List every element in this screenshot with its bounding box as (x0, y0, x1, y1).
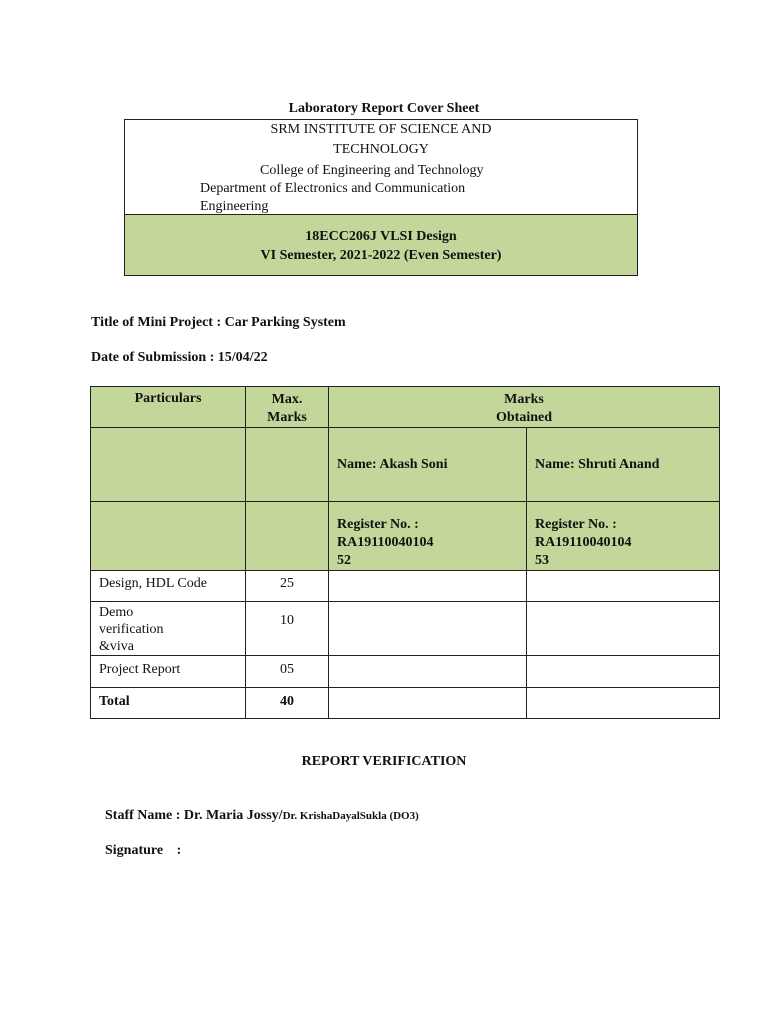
total-cell-student-2 (527, 688, 720, 719)
submission-date-label: Date of Submission : (91, 350, 215, 365)
submission-date-line (91, 350, 268, 366)
marks-obtained-header: Marks Obtained (329, 387, 720, 428)
report-verification-title: REPORT VERIFICATION (301, 754, 467, 769)
marks-cell-student-2 (527, 571, 720, 602)
max-marks-design: 25 (246, 571, 329, 602)
particular-report: Project Report (91, 656, 246, 688)
student-2-register: Register No. : RA19110040104 53 (527, 502, 720, 571)
empty-cell (246, 502, 329, 571)
empty-cell (91, 502, 246, 571)
table-row (91, 602, 720, 656)
marks-cell-student-2 (527, 602, 720, 656)
particulars-header: Particulars (91, 387, 246, 428)
signature-label: Signature (105, 843, 164, 858)
staff-name-secondary: Dr. KrishaDayalSukla (DO3) (282, 810, 419, 822)
empty-cell (246, 428, 329, 502)
student-register-row (91, 502, 720, 571)
table-header-row (91, 387, 720, 428)
student-1-register: Register No. : RA19110040104 52 (329, 502, 527, 571)
project-title-label: Title of Mini Project : (91, 315, 222, 330)
marks-cell-student-1 (329, 571, 527, 602)
college-name: College of Engineering and Technology (260, 163, 484, 178)
department-line2: Engineering (200, 199, 269, 214)
signature-colon: : (176, 843, 182, 858)
marks-cell-student-2 (527, 656, 720, 688)
institute-name-line2: TECHNOLOGY (333, 142, 429, 157)
total-cell-student-1 (329, 688, 527, 719)
marks-cell-student-1 (329, 656, 527, 688)
max-marks-demo: 10 (246, 602, 329, 656)
staff-name-line (105, 808, 419, 824)
max-marks-header: Max. Marks (246, 387, 329, 428)
student-1-name: Name: Akash Soni (329, 428, 527, 502)
course-info (125, 215, 637, 275)
empty-cell (91, 428, 246, 502)
submission-date-value: 15/04/22 (217, 350, 268, 365)
total-label: Total (91, 688, 246, 719)
signature-line (105, 843, 181, 859)
institute-name-line1: SRM INSTITUTE OF SCIENCE AND (270, 122, 492, 137)
marks-table (90, 386, 720, 719)
table-row (91, 656, 720, 688)
staff-name-value: Dr. Maria Jossy/ (183, 808, 283, 823)
project-title-line (91, 315, 346, 331)
institution-header-box (124, 119, 638, 276)
particular-design: Design, HDL Code (91, 571, 246, 602)
total-max-marks: 40 (246, 688, 329, 719)
semester-info: VI Semester, 2021-2022 (Even Semester) (260, 248, 502, 263)
project-title-value: Car Parking System (224, 315, 346, 330)
student-name-row (91, 428, 720, 502)
institution-info (125, 120, 637, 215)
table-row (91, 571, 720, 602)
marks-cell-student-1 (329, 602, 527, 656)
total-row (91, 688, 720, 719)
cover-sheet-title: Laboratory Report Cover Sheet (288, 101, 480, 116)
student-2-name: Name: Shruti Anand (527, 428, 720, 502)
staff-name-label: Staff Name : (105, 808, 181, 823)
particular-demo: Demo verification &viva (91, 602, 246, 656)
max-marks-report: 05 (246, 656, 329, 688)
course-name: 18ECC206J VLSI Design (305, 229, 457, 244)
department-line1: Department of Electronics and Communication (200, 181, 466, 196)
